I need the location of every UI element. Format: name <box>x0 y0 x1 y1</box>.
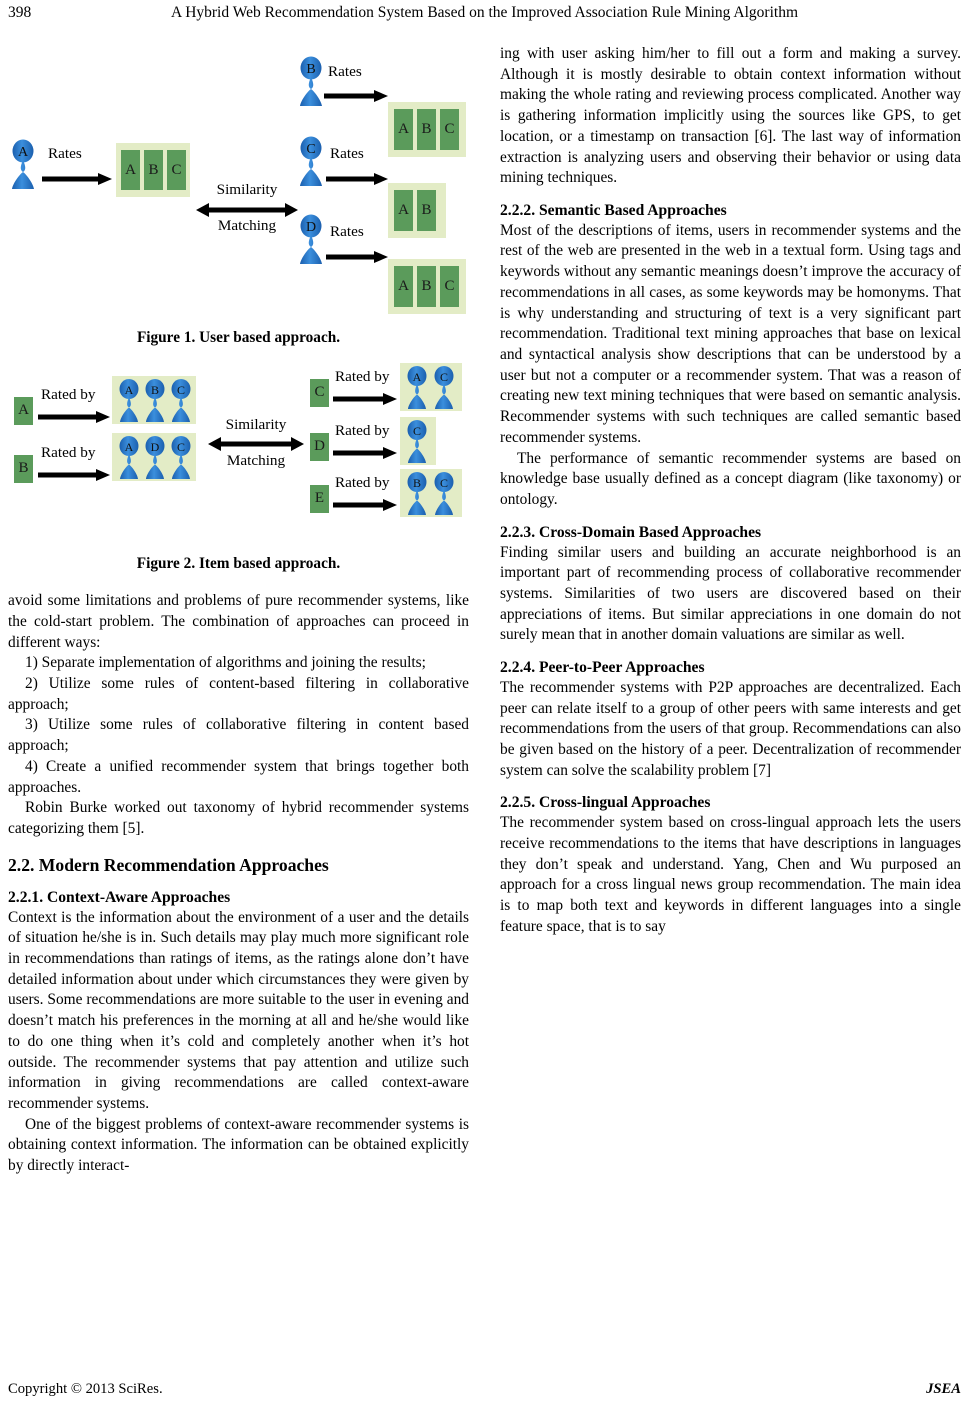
svg-text:A: A <box>124 382 134 397</box>
figure-1-arrow-B <box>324 88 388 109</box>
section-heading-2-2-2: 2.2.2. Semantic Based Approaches <box>500 202 727 220</box>
list-item: 3) Utilize some rules of collaborative filtering in content based approach; <box>8 716 469 755</box>
figure-2-ratedby-label-D: Rated by <box>335 421 390 439</box>
figure-1-matching-label: Matching <box>217 217 277 234</box>
item-box-E: E <box>310 485 329 513</box>
svg-text:C: C <box>306 142 316 157</box>
user-icon <box>170 379 192 423</box>
paragraph-semantic-1: Most of the descriptions of items, users in recommender systems and the rest of the web are presented in the web in a textual form. Using tags and keywords without any semantic meanings doesn’t improve the accuracy of recommendations in all cases, as some keywords may be homonyms. That is why understanding and structuring of text is a very significant part recommendation. Traditional text mining approaches that base on lexical and syntactical analysis show descriptions that can be understood by a user but not a computer or a recommender system. That was a reason of creating new text mining techniques that were based on semantic analysis. Recommender systems with such techniques are called semantic based recommender systems. <box>500 221 961 446</box>
section-heading-2-2-3: 2.2.3. Cross-Domain Based Approaches <box>500 523 762 541</box>
paragraph-context-1: Context is the information about the environment of a user and the details of situation he/she is in. Such details may play much more significant role in recommendations than ratings of items, as the ratings alone don’t have detailed information about under which circumstances they were given by users. Some recommendations are more suitable to the user in evening and doesn’t match his preferences in the morning at all and he/she would like to do one thing when it’s cold and completely another when it’s hot outside. The recommender systems that pay attention and utilize such information in giving recommendations are called context-aware recommender systems. <box>8 908 469 1113</box>
section-heading-2-2-4: 2.2.4. Peer-to-Peer Approaches <box>500 659 705 677</box>
figure-2-ratedby-label-C: Rated by <box>335 367 390 385</box>
user-icon <box>433 472 455 516</box>
list-item: 2) Utilize some rules of content-based filtering in collaborative approach; <box>8 675 469 713</box>
svg-text:A: A <box>124 439 134 454</box>
figure-1-rates-label-D: Rates <box>330 223 364 240</box>
svg-text:B: B <box>150 382 160 397</box>
figure-2-arrow-B <box>38 467 110 488</box>
item-box: A <box>394 190 413 231</box>
running-head-title: A Hybrid Web Recommendation System Based on the Improved Association Rule Mining Algorithm <box>170 4 799 21</box>
user-icon <box>170 436 192 480</box>
paragraph-semantic-2: The performance of semantic recommender systems are based on knowledge base usually defined as a concept diagram (like taxonomy) or ontology. <box>500 449 961 509</box>
item-box: B <box>417 190 436 231</box>
figure-1-caption: Figure 1. User based approach. <box>136 329 341 346</box>
svg-text:A: A <box>412 369 422 384</box>
figure-2-ratedby-label-B: Rated by <box>41 443 96 461</box>
list-item: 1) Separate implementation of algorithms and joining the results; <box>25 654 426 672</box>
figure-1-rates-label-C: Rates <box>330 145 364 162</box>
section-heading-2-2-5: 2.2.5. Cross-lingual Approaches <box>500 794 711 812</box>
figure-1-graphic <box>8 44 469 294</box>
figure-2-similarity-label: Similarity <box>225 415 287 433</box>
paragraph-context-2: One of the biggest problems of context-aware recommender systems is obtaining context information. The information can be obtained explicitly by directly interact- <box>8 1115 469 1175</box>
user-icon-D <box>298 214 324 266</box>
figure-2-ratedby-label-E: Rated by <box>335 473 390 491</box>
list-item: 4) Create a unified recommender system that brings together both approaches. <box>8 757 469 796</box>
running-head <box>0 0 969 34</box>
paragraph-burke: Robin Burke worked out taxonomy of hybrid recommender systems categorizing them [5]. <box>8 799 469 838</box>
figure-1-rates-label-B: Rates <box>328 63 362 80</box>
svg-text:C: C <box>439 369 449 384</box>
paragraph-continued: avoid some limitations and problems of pure recommender systems, like the cold-start problem. The combination of approaches can proceed in different ways: <box>8 592 469 651</box>
svg-text:C: C <box>176 382 186 397</box>
figure-2-arrow-A <box>38 409 110 430</box>
figure-2-arrow-C <box>333 391 397 412</box>
figure-2-arrow-D <box>333 445 397 466</box>
figure-2-matching-label: Matching <box>226 451 286 469</box>
item-box: C <box>440 109 459 150</box>
figure-1-arrow-source <box>42 171 112 192</box>
left-column <box>8 44 469 1177</box>
section-heading-2-2-1: 2.2.1. Context-Aware Approaches <box>8 888 231 906</box>
svg-text:D: D <box>305 220 317 235</box>
user-icon <box>144 379 166 423</box>
item-box-B-source: B <box>14 455 33 483</box>
item-box: B <box>417 109 436 150</box>
user-icon-B <box>298 56 324 108</box>
paragraph-crosslingual: The recommender system based on cross-lingual approach lets the users receive recommendations to the items that have descriptions in languages they don’t speak and understand. Yang, Chen and Wu purposed an approach for a cross lingual news group recommendation. The main idea is to map both text and keywords in different languages into a single feature space, that is to say <box>500 814 961 935</box>
figure-1-similarity-label: Similarity <box>216 181 278 198</box>
svg-text:A: A <box>17 145 29 160</box>
paragraph-p2p: The recommender systems with P2P approaches are decentralized. Each peer can relate itself to a group of other peers with same interests and get recommendations from the users of that group. Recommendations can also be given based on the history of a peer. Decentralization of recommender system can solve the scalability problem [7] <box>500 678 961 779</box>
svg-text:B: B <box>412 475 422 490</box>
figure-2-caption: Figure 2. Item based approach. <box>136 554 341 572</box>
user-icon-A-source <box>10 139 36 191</box>
copyright-notice: Copyright © 2013 SciRes. <box>8 1381 163 1397</box>
user-icon <box>144 436 166 480</box>
user-icon <box>406 420 428 464</box>
figure-1-rates-label-source: Rates <box>48 145 82 162</box>
journal-abbreviation: JSEA <box>926 1381 961 1397</box>
page-number: 398 <box>8 4 32 21</box>
figure-2-graphic <box>8 367 469 526</box>
item-box: B <box>417 266 436 307</box>
item-box-A-source: A <box>14 397 33 425</box>
svg-text:C: C <box>439 475 449 490</box>
section-heading-2-2: 2.2. Modern Recommendation Approaches <box>8 854 329 875</box>
user-icon <box>118 436 140 480</box>
svg-text:C: C <box>176 439 186 454</box>
item-box: B <box>144 150 163 190</box>
paragraph-crossdomain: Finding similar users and building an accurate neighborhood is an important part of recommending process of collaborative recommender systems. Similarities of two users are discovered based on their appreciations of items. But similar appreciations in one domain do not surely mean that in another domain valuations are similar as well. <box>500 543 961 644</box>
paragraph-continued: ing with user asking him/her to fill out a form and making a survey. Although it is mostly desirable to obtain context information without making the whole rating and reviewing process complicated. Another way is gathering information implicitly using the sources like GPS, to get location, or a timestamp on transaction [6]. The last way of information extraction is analyzing users and observing their behavior or using data mining techniques. <box>500 45 961 187</box>
user-icon <box>118 379 140 423</box>
figure-1-arrow-C <box>326 171 388 192</box>
svg-text:C: C <box>412 423 422 438</box>
svg-text:D: D <box>150 439 160 454</box>
user-icon <box>433 366 455 410</box>
item-box: C <box>167 150 186 190</box>
item-box-C: C <box>310 379 329 407</box>
item-box: C <box>440 266 459 307</box>
user-icon <box>406 472 428 516</box>
figure-2-arrow-E <box>333 497 397 518</box>
right-column <box>500 44 961 937</box>
page-footer <box>0 1381 969 1405</box>
svg-text:B: B <box>306 62 316 77</box>
item-box: A <box>394 266 413 307</box>
user-icon-C <box>298 136 324 188</box>
figure-2-ratedby-label-A: Rated by <box>41 385 96 403</box>
item-box: A <box>121 150 140 190</box>
item-box: A <box>394 109 413 150</box>
figure-1-arrow-D <box>326 249 388 270</box>
user-icon <box>406 366 428 410</box>
item-box-D: D <box>310 433 329 461</box>
